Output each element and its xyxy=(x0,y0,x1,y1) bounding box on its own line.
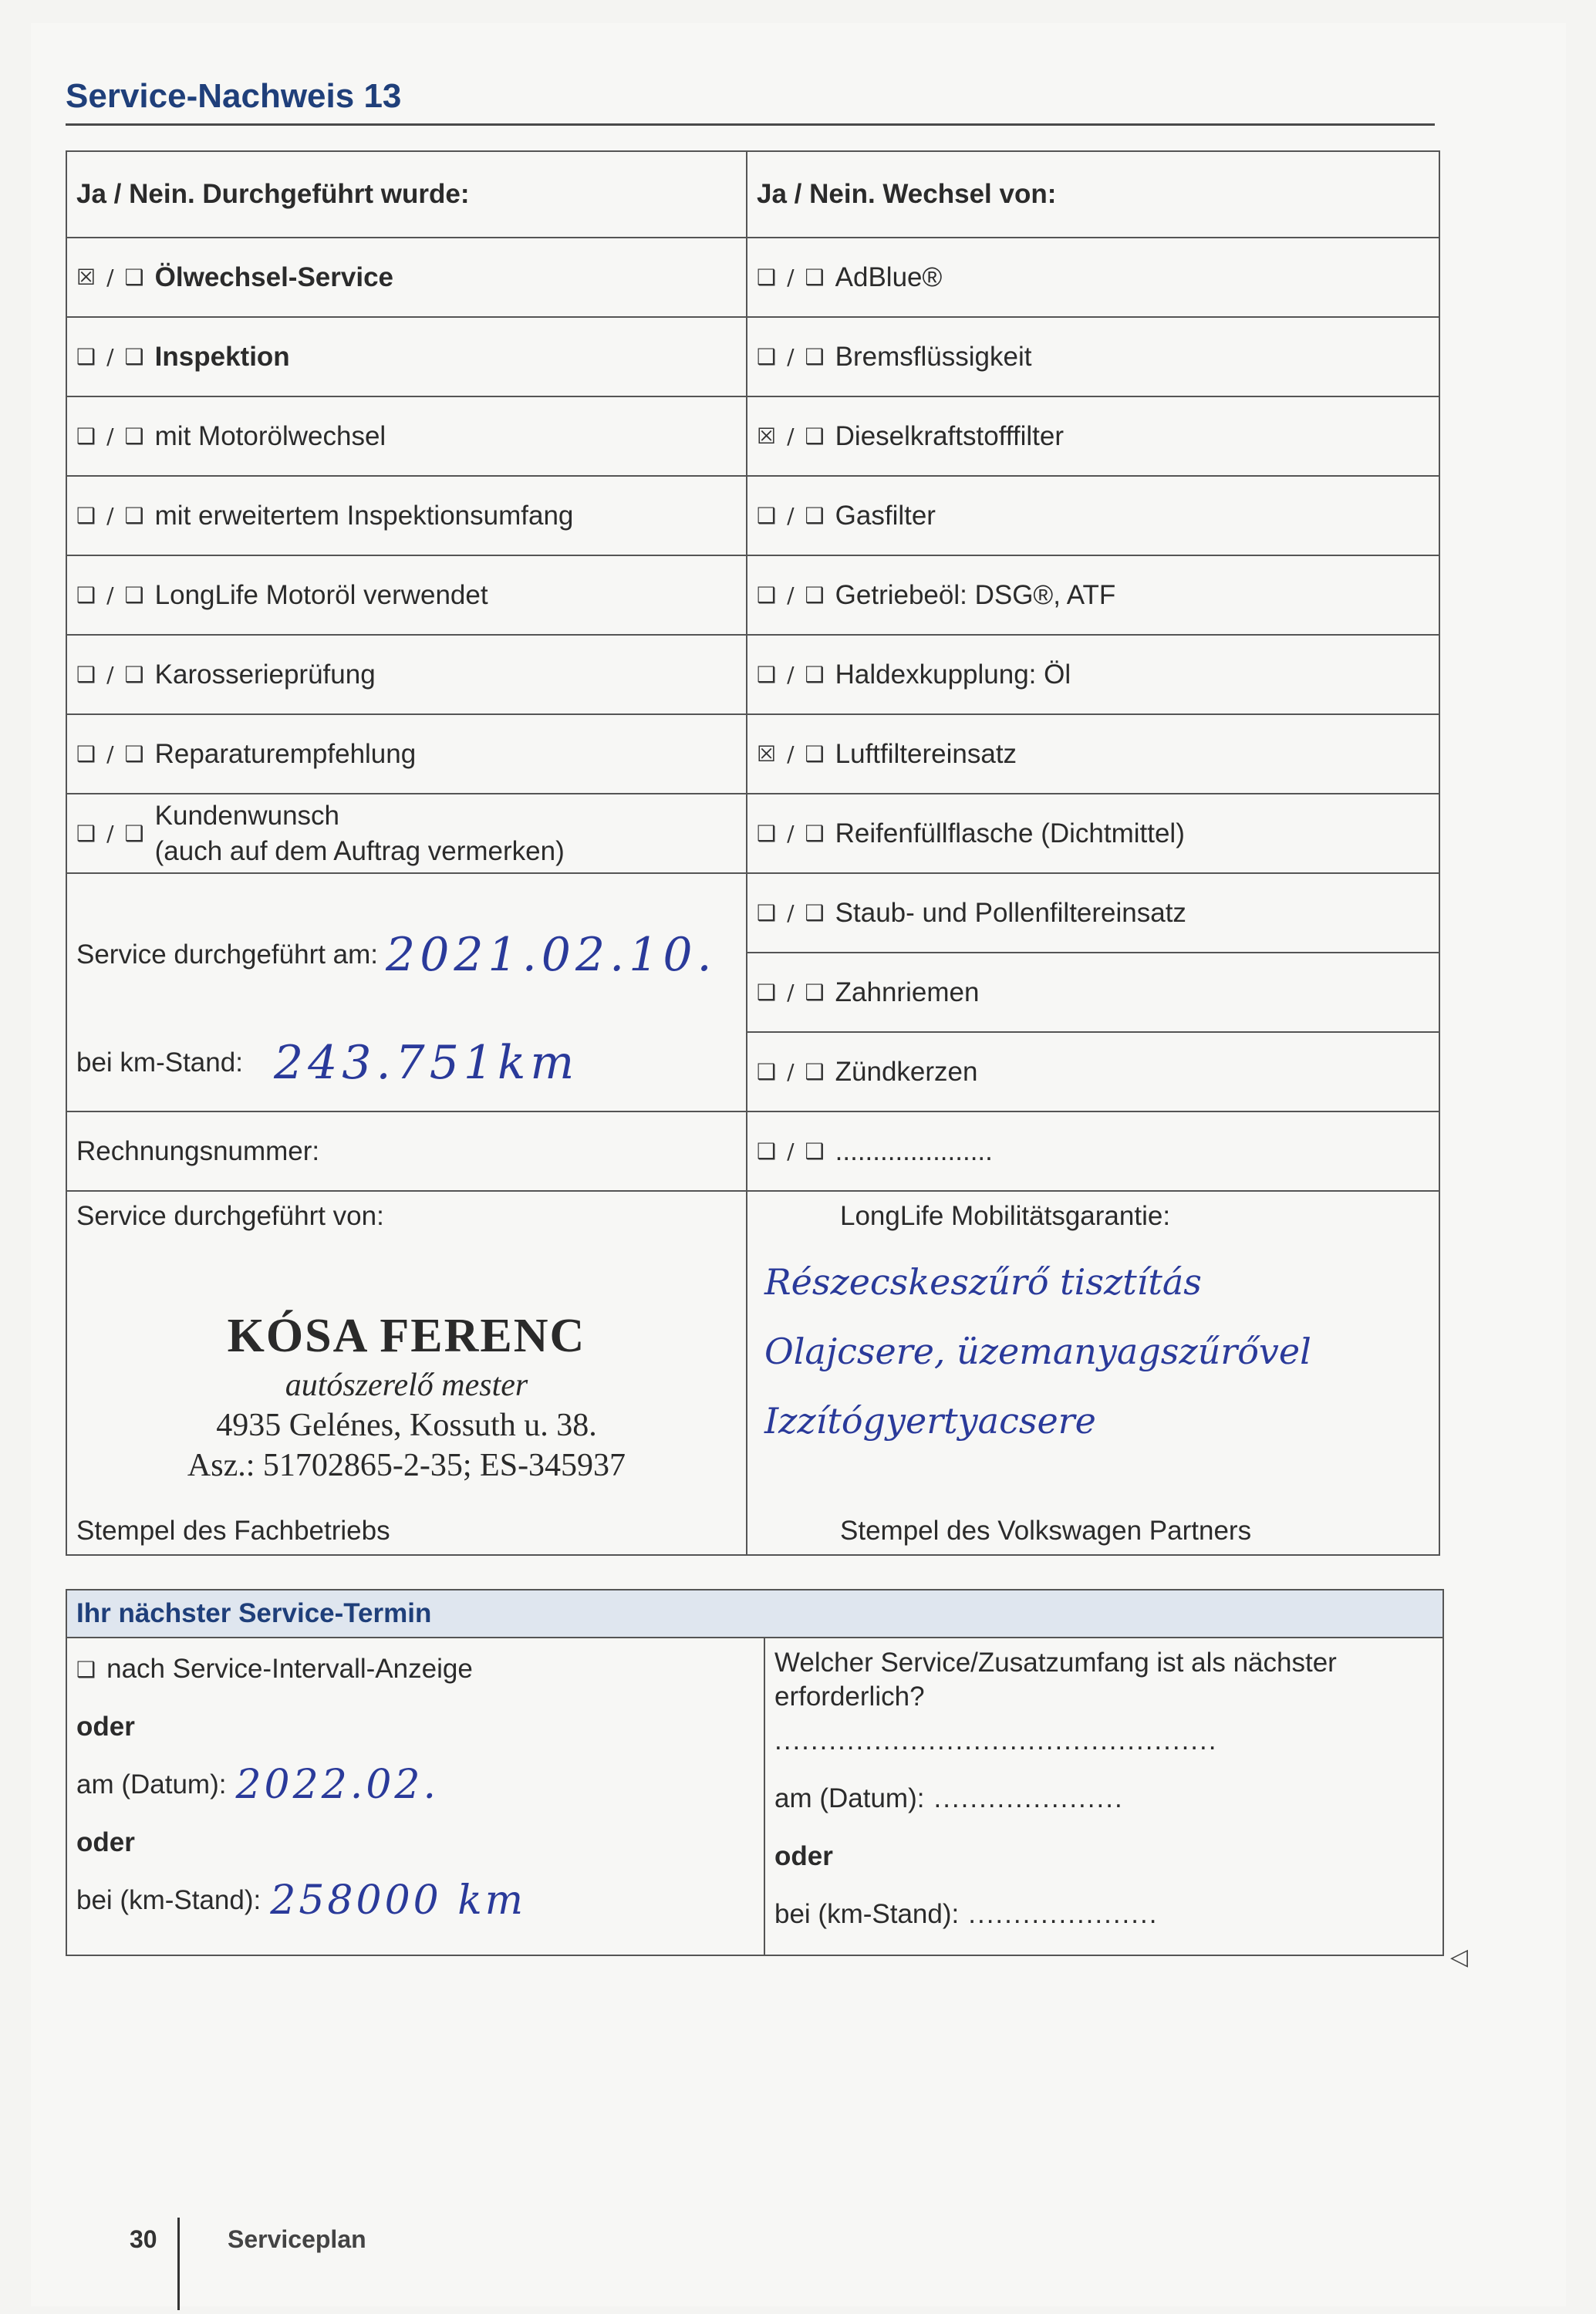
right-item-8-no-checkbox-icon[interactable]: ❑ xyxy=(805,900,825,926)
separator: / xyxy=(106,662,114,687)
partner-stamp-cell xyxy=(747,1191,1439,1555)
handwritten-note-3: Izzítógyertyacsere xyxy=(764,1400,1096,1442)
left-item-label: Inspektion xyxy=(154,341,290,372)
left-item-4-no-checkbox-icon[interactable]: ❑ xyxy=(124,582,144,608)
next-date-label-right: am (Datum): xyxy=(774,1783,925,1813)
right-item-0-no-checkbox-icon[interactable]: ❑ xyxy=(805,265,825,290)
service-date-value: 2021.02.10. xyxy=(386,928,717,982)
next-service-table xyxy=(66,1589,1444,1956)
right-item-10-yes-checkbox-icon[interactable]: ❑ xyxy=(757,1059,777,1084)
checkbox-icon[interactable]: ❑ xyxy=(76,1656,96,1682)
triangle-marker-icon: ◁ xyxy=(1450,1945,1469,1970)
separator: / xyxy=(787,662,795,687)
right-item-5-no-checkbox-icon[interactable]: ❑ xyxy=(805,662,825,687)
right-item-3-no-checkbox-icon[interactable]: ❑ xyxy=(805,503,825,528)
right-item-label: Staub- und Pollenfiltereinsatz xyxy=(835,897,1186,928)
oder-label-2: oder xyxy=(76,1827,135,1857)
right-item-11-no-checkbox-icon[interactable]: ❑ xyxy=(805,1138,825,1164)
right-item-cell xyxy=(747,1111,1439,1191)
right-item-label: Zündkerzen xyxy=(835,1056,978,1087)
separator: / xyxy=(787,503,795,528)
next-km-label: bei (km-Stand): xyxy=(76,1885,262,1915)
left-item-label-line1: Kundenwunsch xyxy=(154,800,339,831)
stamp-label-partner: Stempel des Volkswagen Partners xyxy=(840,1516,1252,1546)
interval-label: nach Service-Intervall-Anzeige xyxy=(106,1654,473,1684)
separator: / xyxy=(787,821,795,846)
next-service-left xyxy=(66,1638,764,1955)
right-item-8-yes-checkbox-icon[interactable]: ❑ xyxy=(757,900,777,926)
left-item-label: mit erweitertem Inspektionsumfang xyxy=(154,500,574,531)
left-item-cell xyxy=(66,794,747,873)
right-item-1-no-checkbox-icon[interactable]: ❑ xyxy=(805,344,825,369)
right-item-label: Zahnriemen xyxy=(835,977,980,1007)
right-item-2-yes-checkbox-icon[interactable]: ☒ xyxy=(757,423,777,449)
separator: / xyxy=(787,980,795,1005)
title-divider xyxy=(66,123,1435,126)
left-item-cell xyxy=(66,714,747,794)
separator: / xyxy=(787,344,795,369)
left-item-6-yes-checkbox-icon[interactable]: ❑ xyxy=(76,741,96,767)
right-column-header: Ja / Nein. Wechsel von: xyxy=(747,151,1439,238)
left-item-0-yes-checkbox-icon[interactable]: ☒ xyxy=(76,265,96,290)
right-item-cell xyxy=(747,635,1439,714)
oder-label-right: oder xyxy=(774,1841,833,1871)
right-item-7-yes-checkbox-icon[interactable]: ❑ xyxy=(757,821,777,846)
left-item-label: Reparaturempfehlung xyxy=(154,738,417,769)
performed-by-label: Service durchgeführt von: xyxy=(76,1201,384,1231)
right-item-label: ..................... xyxy=(835,1135,993,1166)
right-item-9-no-checkbox-icon[interactable]: ❑ xyxy=(805,980,825,1005)
next-service-right xyxy=(764,1638,1443,1955)
left-item-5-yes-checkbox-icon[interactable]: ❑ xyxy=(76,662,96,687)
left-item-label: Karosserieprüfung xyxy=(154,659,376,690)
left-item-0-no-checkbox-icon[interactable]: ❑ xyxy=(124,265,144,290)
left-item-cell xyxy=(66,396,747,476)
right-item-7-no-checkbox-icon[interactable]: ❑ xyxy=(805,821,825,846)
invoice-number-label: Rechnungsnummer: xyxy=(76,1135,320,1166)
separator: / xyxy=(787,900,795,926)
page-number: 30 xyxy=(130,2225,157,2253)
left-column-header: Ja / Nein. Durchgeführt wurde: xyxy=(66,151,747,238)
left-item-1-no-checkbox-icon[interactable]: ❑ xyxy=(124,344,144,369)
next-km-value: 258000 km xyxy=(270,1877,527,1924)
left-item-2-yes-checkbox-icon[interactable]: ❑ xyxy=(76,423,96,449)
left-item-cell xyxy=(66,238,747,317)
right-item-cell xyxy=(747,317,1439,396)
footer-divider xyxy=(177,2218,180,2310)
right-item-cell xyxy=(747,873,1439,953)
separator: / xyxy=(787,423,795,449)
next-date-label: am (Datum): xyxy=(76,1769,227,1800)
right-item-cell xyxy=(747,1032,1439,1111)
right-item-cell xyxy=(747,238,1439,317)
stamp-job: autószerelő mester xyxy=(285,1368,528,1403)
separator: / xyxy=(787,1059,795,1084)
handwritten-note-1: Részecskeszűrő tisztítás xyxy=(764,1261,1202,1303)
next-service-header: Ihr nächster Service-Termin xyxy=(66,1590,1443,1638)
right-item-label: Dieselkraftstofffilter xyxy=(835,420,1064,451)
left-item-3-no-checkbox-icon[interactable]: ❑ xyxy=(124,503,144,528)
separator: / xyxy=(106,821,114,846)
left-item-6-no-checkbox-icon[interactable]: ❑ xyxy=(124,741,144,767)
right-item-4-no-checkbox-icon[interactable]: ❑ xyxy=(805,582,825,608)
left-item-1-yes-checkbox-icon[interactable]: ❑ xyxy=(76,344,96,369)
right-item-label: Getriebeöl: DSG®, ATF xyxy=(835,579,1116,610)
right-item-5-yes-checkbox-icon[interactable]: ❑ xyxy=(757,662,777,687)
right-item-6-yes-checkbox-icon[interactable]: ☒ xyxy=(757,741,777,767)
right-item-cell xyxy=(747,555,1439,635)
separator: / xyxy=(106,265,114,290)
next-service-question: Welcher Service/Zusatzumfang ist als nächster erforderlich? xyxy=(774,1648,1337,1712)
left-item-label xyxy=(155,798,565,869)
workshop-stamp-cell xyxy=(66,1191,747,1555)
right-item-cell xyxy=(747,794,1439,873)
stamp-label-workshop: Stempel des Fachbetriebs xyxy=(76,1516,390,1546)
left-item-cell xyxy=(66,555,747,635)
footer-section-title: Serviceplan xyxy=(228,2225,366,2253)
longlife-label: LongLife Mobilitätsgarantie: xyxy=(840,1201,1171,1231)
right-item-4-yes-checkbox-icon[interactable]: ❑ xyxy=(757,582,777,608)
separator: / xyxy=(106,741,114,767)
left-item-3-yes-checkbox-icon[interactable]: ❑ xyxy=(76,503,96,528)
next-km-label-right: bei (km-Stand): xyxy=(774,1899,960,1929)
separator: / xyxy=(787,582,795,608)
right-item-cell xyxy=(747,714,1439,794)
right-item-6-no-checkbox-icon[interactable]: ❑ xyxy=(805,741,825,767)
service-date-label: Service durchgeführt am: xyxy=(76,939,379,970)
next-km-dots-right: ..................... xyxy=(968,1899,1159,1929)
left-item-cell xyxy=(66,635,747,714)
right-item-label: Luftfiltereinsatz xyxy=(835,738,1017,769)
handwritten-note-2: Olajcsere, üzemanyagszűrővel xyxy=(764,1331,1311,1372)
separator: / xyxy=(787,265,795,290)
left-item-cell xyxy=(66,476,747,555)
stamp-tax: Asz.: 51702865-2-35; ES-345937 xyxy=(187,1448,626,1483)
service-date-cell xyxy=(66,873,747,1111)
service-record-table xyxy=(66,150,1440,1556)
separator: / xyxy=(106,503,114,528)
workshop-stamp xyxy=(76,1309,737,1484)
left-item-cell xyxy=(66,317,747,396)
separator: / xyxy=(106,582,114,608)
left-item-label-line2: (auch auf dem Auftrag vermerken) xyxy=(154,835,565,866)
separator: / xyxy=(106,423,114,449)
left-item-label: mit Motorölwechsel xyxy=(154,420,386,451)
next-date-dots-right: ..................... xyxy=(933,1783,1124,1813)
separator: / xyxy=(106,344,114,369)
right-item-cell xyxy=(747,476,1439,555)
invoice-number-cell xyxy=(66,1111,747,1191)
stamp-address: 4935 Gelénes, Kossuth u. 38. xyxy=(216,1408,597,1443)
next-date-value: 2022.02. xyxy=(235,1762,440,1808)
right-item-cell xyxy=(747,953,1439,1032)
left-item-4-yes-checkbox-icon[interactable]: ❑ xyxy=(76,582,96,608)
oder-label-1: oder xyxy=(76,1712,135,1742)
right-item-0-yes-checkbox-icon[interactable]: ❑ xyxy=(757,265,777,290)
right-item-1-yes-checkbox-icon[interactable]: ❑ xyxy=(757,344,777,369)
page-title: Service-Nachweis 13 xyxy=(66,77,402,115)
right-item-10-no-checkbox-icon[interactable]: ❑ xyxy=(805,1059,825,1084)
right-item-label: Bremsflüssigkeit xyxy=(835,341,1032,372)
left-item-7-no-checkbox-icon[interactable]: ❑ xyxy=(124,821,144,846)
right-item-3-yes-checkbox-icon[interactable]: ❑ xyxy=(757,503,777,528)
km-value: 243.751km xyxy=(273,1036,579,1090)
left-item-label: LongLife Motoröl verwendet xyxy=(154,579,488,610)
right-item-label: Reifenfüllflasche (Dichtmittel) xyxy=(835,818,1185,848)
next-service-answer-line: ................................................. xyxy=(774,1725,1218,1756)
right-item-label: AdBlue® xyxy=(835,261,943,292)
left-item-7-yes-checkbox-icon[interactable]: ❑ xyxy=(76,821,96,846)
right-item-cell xyxy=(747,396,1439,476)
stamp-name: KÓSA FERENC xyxy=(227,1310,586,1362)
right-item-9-yes-checkbox-icon[interactable]: ❑ xyxy=(757,980,777,1005)
separator: / xyxy=(787,1138,795,1164)
right-item-label: Gasfilter xyxy=(835,500,936,531)
km-label: bei km-Stand: xyxy=(76,1047,243,1078)
separator: / xyxy=(787,741,795,767)
left-item-label: Ölwechsel-Service xyxy=(154,261,393,292)
right-item-2-no-checkbox-icon[interactable]: ❑ xyxy=(805,423,825,449)
left-item-5-no-checkbox-icon[interactable]: ❑ xyxy=(124,662,144,687)
right-item-label: Haldexkupplung: Öl xyxy=(835,659,1071,690)
left-item-2-no-checkbox-icon[interactable]: ❑ xyxy=(124,423,144,449)
right-item-11-yes-checkbox-icon[interactable]: ❑ xyxy=(757,1138,777,1164)
